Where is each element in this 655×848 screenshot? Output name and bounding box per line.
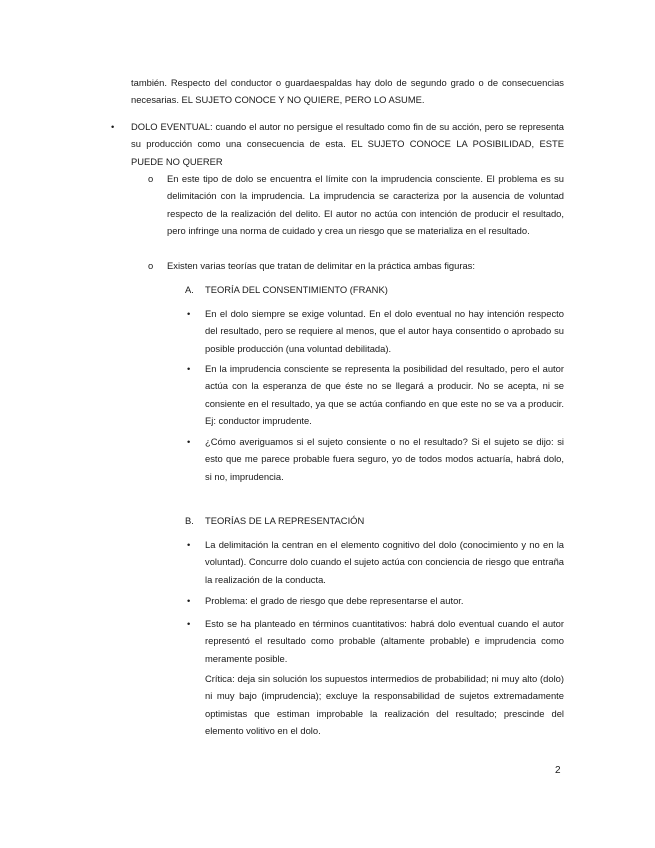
dolo-eventual-paragraph: DOLO EVENTUAL: cuando el autor no persigue el resultado como fin de su acción, pero se representa su producción como una consecuencia de esta. EL SUJETO CONOCE LA POSIBILIDAD, ESTE PUEDE NO QUERER (131, 121, 564, 167)
page-number: 2 (555, 765, 561, 776)
representacion-bullet: La delimitación la centran en el elemento cognitivo del dolo (conocimiento y no en la voluntad). Concurre dolo cuando el sujeto actúa con conciencia de riesgo que entraña la realización de la conducta. (205, 539, 564, 585)
bullet-marker: • (111, 121, 115, 132)
consentimiento-bullet: En el dolo siempre se exige voluntad. En el dolo eventual no hay intención respecto del resultado, pero se requiere al menos, que el autor haya consentido o aprobado su posible producción (una voluntad debilitada). (205, 308, 564, 354)
bullet-marker: • (187, 539, 191, 550)
bullet-marker: • (187, 363, 191, 374)
bullet-marker: • (187, 436, 191, 447)
bullet-marker: • (187, 618, 191, 629)
bullet-marker: • (187, 308, 191, 319)
representacion-bullet: Esto se ha planteado en términos cuantitativos: habrá dolo eventual cuando el autor representó el resultado como probable (altamente probable) e imprudencia como meramente posible. (205, 618, 564, 664)
continuation-paragraph: también. Respecto del conductor o guardaespaldas hay dolo de segundo grado o de consecuencias necesarias. EL SUJETO CONOCE Y NO QUIERE, PERO LO ASUME. (131, 77, 564, 106)
sub-bullet-marker: o (148, 173, 154, 184)
limite-imprudencia-paragraph: En este tipo de dolo se encuentra el límite con la imprudencia consciente. El problema es su delimitación con la imprudencia. La imprudencia se caracteriza por la ausencia de voluntad respecto de la realización del delito. El autor no actúa con intención de producir el resultado, pero infringe una norma de cuidado y crea un riesgo que se materializa en el resultado. (167, 173, 564, 237)
representacion-bullet: Problema: el grado de riesgo que debe representarse el autor. (205, 595, 464, 606)
consentimiento-bullet: ¿Cómo averiguamos si el sujeto consiente o no el resultado? Si el sujeto se dijo: si esto que me parece probable fuera seguro, yo de todos modos actuaría, habrá dolo, si no, imprudencia. (205, 436, 564, 482)
consentimiento-bullet: En la imprudencia consciente se representa la posibilidad del resultado, pero el autor actúa con la esperanza de que éste no se llegará a producir. No se acepta, ni se consiente en el resultado, ya que se actúa confiando en que este no se va a producir. Ej: conductor imprudente. (205, 363, 564, 427)
sub-bullet-marker: o (148, 260, 154, 271)
section-heading-consentimiento: TEORÍA DEL CONSENTIMIENTO (FRANK) (205, 284, 388, 295)
section-letter: A. (185, 284, 194, 295)
critica-paragraph: Crítica: deja sin solución los supuestos intermedios de probabilidad; ni muy alto (dolo) ni muy bajo (imprudencia); excluye la responsabilidad de sujetos extremadamente optimistas que estiman improbable la realización del resultado; prescinde del elemento volitivo en el dolo. (205, 673, 564, 737)
bullet-marker: • (187, 595, 191, 606)
section-heading-representacion: TEORÍAS DE LA REPRESENTACIÓN (205, 515, 365, 526)
teorias-intro-paragraph: Existen varias teorías que tratan de delimitar en la práctica ambas figuras: (167, 260, 475, 271)
section-letter: B. (185, 515, 194, 526)
